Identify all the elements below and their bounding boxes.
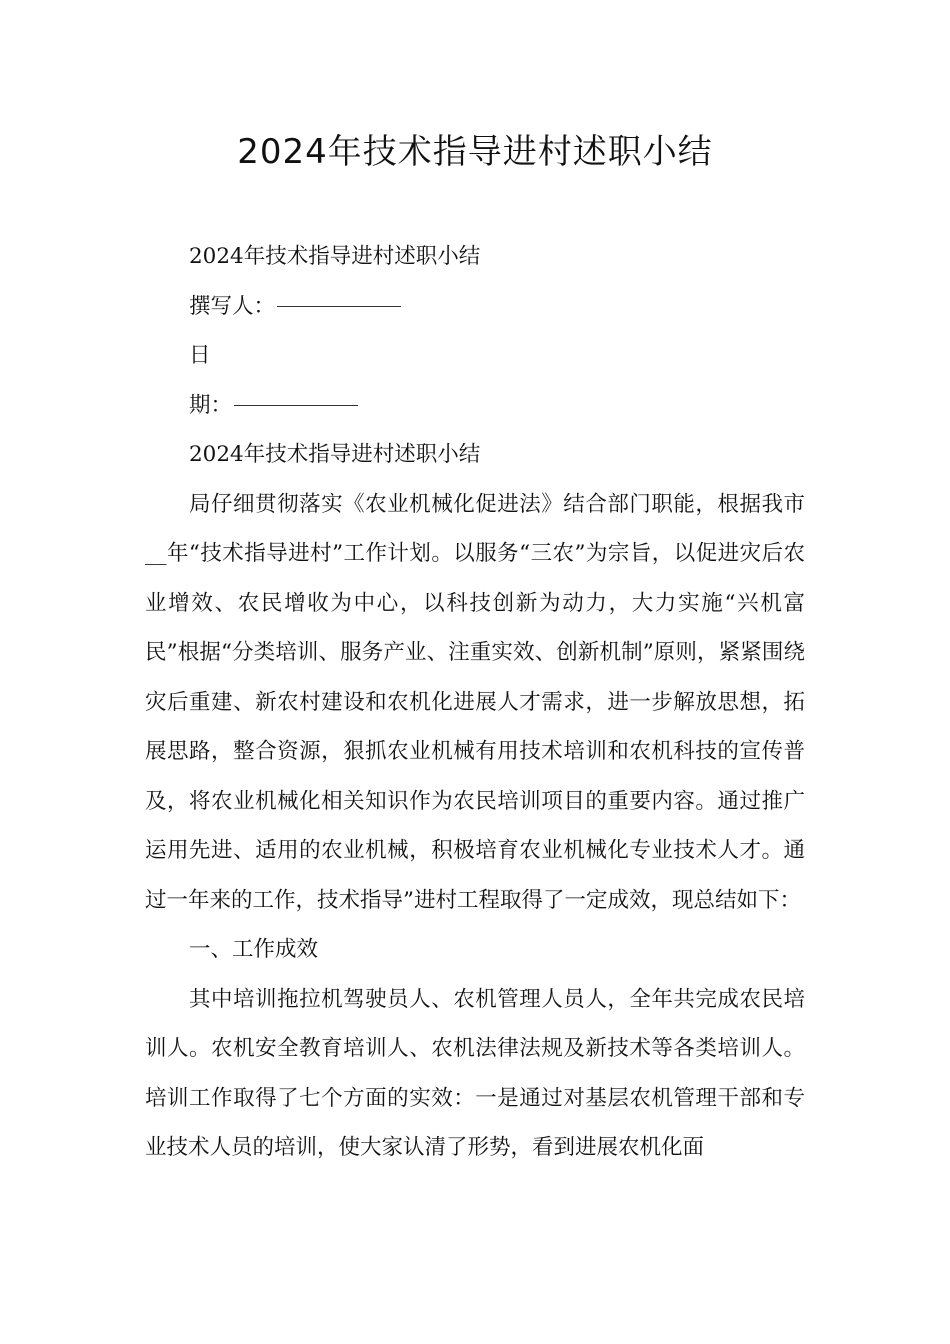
date-label: 期： <box>189 392 233 418</box>
author-label: 撰写人： <box>189 293 276 319</box>
document-body <box>145 232 805 1173</box>
author-blank <box>277 305 401 307</box>
date-label-line1: 日 <box>189 343 211 368</box>
heading-repeat: 2024年技术指导进村述职小结 <box>189 442 481 467</box>
section1-paragraph: 其中培训拖拉机驾驶员人、农机管理人员人，全年共完成农民培训人。农机安全教育培训人、农机法律法规及新技术等各类培训人。培训工作取得了七个方面的实效：一是通过对基层农机管理干部和专业技术人员的培训，使大家认清了形势，看到进展农机化面 <box>145 986 805 1160</box>
intro-paragraph: 局仔细贯彻落实《农业机械化促进法》结合部门职能，根据我市__年“技术指导进村”工作计划。以服务“三农”为宗旨，以促进灾后农业增效、农民增收为中心，以科技创新为动力，大力实施“兴机富民”根据“分类培训、服务产业、注重实效、创新机制”原则，紧紧围绕灾后重建、新农村建设和农机化进展人才需求，进一步解放思想，拓展思路，整合资源，狠抓农业机械有用技术培训和农机科技的宣传普及，将农业机械化相关知识作为农民培训项目的重要内容。通过推广运用先进、适用的农业机械，积极培育农业机械化专业技术人才。通过一年来的工作，技术指导”进村工程取得了一定成效，现总结如下： <box>145 491 805 913</box>
subtitle-line: 2024年技术指导进村述职小结 <box>189 244 481 269</box>
section1-heading: 一、工作成效 <box>189 937 319 962</box>
date-line <box>145 381 805 431</box>
author-line <box>145 282 805 332</box>
document-title: 2024年技术指导进村述职小结 <box>237 132 713 172</box>
date-blank <box>234 404 358 406</box>
